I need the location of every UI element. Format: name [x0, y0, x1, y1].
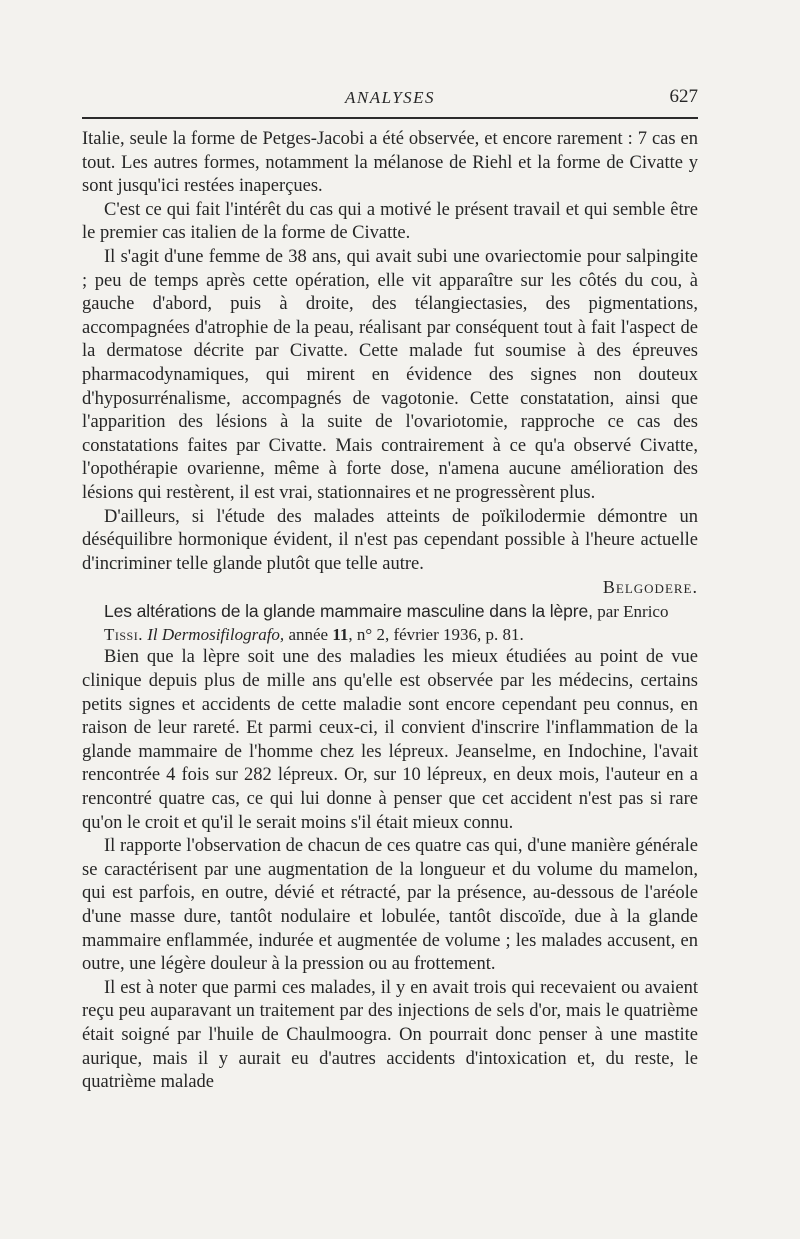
- header-rule: [82, 117, 698, 119]
- citation: [82, 623, 698, 647]
- paragraph: Italie, seule la forme de Petges-Jacobi a été observée, et encore rarement : 7 cas en tout. Les autres formes, notamment la mélanose de Riehl et la forme de Civatte y sont jusqu'ici restées inaperçues.: [82, 129, 698, 197]
- author-last-name: Tissi.: [104, 624, 143, 644]
- body-text: [82, 128, 698, 1095]
- article-heading: [82, 600, 698, 623]
- paragraph: Bien que la lèpre soit une des maladies les mieux étudiées au point de vue clinique depuis plus de mille ans qu'elle est observée par les médecins, certains petits signes et accidents de cette maladie sont encore cependant peu connus, en raison de leur rareté. Et parmi ceux-ci, il convient d'inscrire l'inflammation de la glande mammaire de l'homme chez les lépreux. Jeanselme, en Indochine, l'avait rencontrée 4 fois sur 282 lépreux. Or, sur 10 lépreux, en deux mois, l'auteur en a rencontré quatre cas, ce qui lui donne à penser que cet accident n'est pas si rare qu'on le croit et qu'il le serait moins s'il était mieux connu.: [82, 647, 698, 833]
- author-first-name: Enrico: [623, 601, 669, 621]
- author-by: par: [597, 601, 619, 621]
- paragraph: Il s'agit d'une femme de 38 ans, qui avait subi une ovariectomie pour salpingite ; peu de temps après cette opération, elle vit apparaître sur les côtés du cou, à gauche d'abord, puis à droite, des télangiectasies, des pigmentations, accompagnées d'atrophie de la peau, réalisant par conséquent tout à fait l'aspect de la dermatose décrite par Civatte. Cette malade fut soumise à des épreuves pharmacodynamiques, qui mirent en évidence des signes non douteux d'hyposurrénalisme, accompagnés de vagotonie. Cette constatation, ainsi que l'apparition des lésions à la suite de l'ovariotomie, rapproche ce cas des constatations faites par Civatte. Mais contrairement à ce qu'a observé Civatte, l'opothérapie ovarienne, même à forte dose, n'amena aucune amélioration des lésions qui restèrent, il est vrai, stationnaires et ne progressèrent plus.: [82, 246, 698, 503]
- year-label: année: [288, 624, 329, 644]
- running-title: ANALYSES: [344, 88, 436, 107]
- volume: 11: [332, 624, 349, 644]
- journal-name: Il Dermosifilografo,: [147, 624, 285, 644]
- running-head: [82, 86, 698, 112]
- article-title: Les altérations de la glande mammaire masculine dans la lèpre,: [104, 600, 593, 621]
- paragraph: Il est à noter que parmi ces malades, il y en avait trois qui recevaient ou avaient reçu peu auparavant un traitement par des injections de sels d'or, mais le quatrième était soigné par l'huile de Chaulmoogra. On pourrait donc penser à une mastite aurique, mais il y aurait eu d'autres accidents d'intoxication et, du reste, le quatrième malade: [82, 977, 698, 1093]
- paragraph: Il rapporte l'observation de chacun de ces quatre cas qui, d'une manière générale se caractérisent par une augmentation de la longueur et du volume du mamelon, qui est parfois, en outre, dévié et rétracté, par la présence, au-dessous de l'aréole d'une masse dure, tantôt nodulaire et lobulée, tantôt discoïde, due à la glande mammaire enflammée, indurée et augmentée de volume ; les malades accusent, en outre, une légère douleur à la pression ou au frottement.: [82, 836, 698, 975]
- issue-info: , n° 2, février 1936, p. 81.: [348, 624, 524, 644]
- paragraph: D'ailleurs, si l'étude des malades atteints de poïkilodermie démontre un déséquilibre hormonique évident, il n'est pas cependant possible à l'heure actuelle d'incriminer telle glande plutôt que telle autre.: [82, 506, 698, 574]
- page-number: 627: [669, 86, 698, 107]
- reviewer-signature: Belgodere.: [602, 577, 698, 598]
- paragraph: C'est ce qui fait l'intérêt du cas qui a motivé le présent travail et qui semble être le premier cas italien de la forme de Civatte.: [82, 199, 698, 244]
